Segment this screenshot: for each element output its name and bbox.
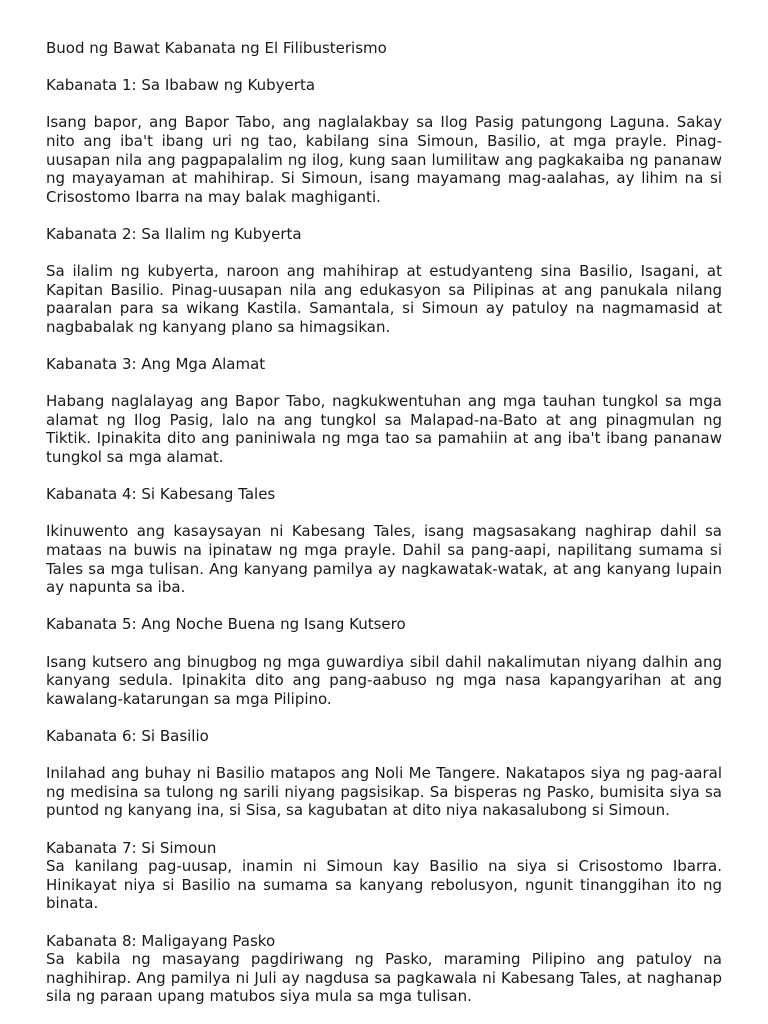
chapter-body: Sa kanilang pag-uusap, inamin ni Simoun kay Basilio na siya si Crisostomo Ibarra. Hinikayat niya si Basilio na sumama sa kanyang rebolusyon, ngunit tinanggihan ito ng binata. xyxy=(46,857,722,913)
chapter-heading: Kabanata 5: Ang Noche Buena ng Isang Kutsero xyxy=(46,615,406,634)
chapter-body: Inilahad ang buhay ni Basilio matapos ang Noli Me Tangere. Nakatapos siya ng pag-aaral ng medisina sa tulong ng sarili niyang pagsisikap. Sa bisperas ng Pasko, bumisita siya sa puntod ng kanyang ina, si Sisa, sa kagubatan at dito niya nakasalubong si Simoun. xyxy=(46,764,722,820)
chapter-heading: Kabanata 3: Ang Mga Alamat xyxy=(46,355,266,374)
chapter-body: Isang kutsero ang binugbog ng mga guwardiya sibil dahil nakalimutan niyang dalhin ang kanyang sedula. Ipinakita dito ang pang-aabuso ng mga nasa kapangyarihan at ang kawalang-katarungan sa mga Pilipino. xyxy=(46,652,722,708)
chapter-heading: Kabanata 4: Si Kabesang Tales xyxy=(46,485,276,504)
chapter-body: Isang bapor, ang Bapor Tabo, ang naglalakbay sa Ilog Pasig patungong Laguna. Sakay nito ang iba't ibang uri ng tao, kabilang sina Simoun, Basilio, at mga prayle. Pinag-uusapan nila ang pagpapalalim ng ilog, kung saan lumilitaw ang pagkakaiba ng pananaw ng mayayaman at mahihirap. Si Simoun, isang mayamang mag-aalahas, ay lihim na si Crisostomo Ibarra na may balak maghiganti. xyxy=(46,113,722,206)
chapter-section xyxy=(46,932,722,1006)
chapter-heading: Kabanata 8: Maligayang Pasko xyxy=(46,931,276,950)
chapter-section xyxy=(46,485,722,597)
chapter-section xyxy=(46,615,722,708)
chapter-section xyxy=(46,839,722,913)
chapter-body: Habang naglalayag ang Bapor Tabo, nagkukwentuhan ang mga tauhan tungkol sa mga alamat ng Ilog Pasig, lalo na ang tungkol sa Malapad-na-Bato at ang pinagmulan ng Tiktik. Ipinakita dito ang paniniwala ng mga tao sa pamahiin at ang iba't ibang pananaw tungkol sa mga alamat. xyxy=(46,392,722,467)
chapter-body: Sa ilalim ng kubyerta, naroon ang mahihirap at estudyanteng sina Basilio, Isagani, at Kapitan Basilio. Pinag-uusapan nila ang edukasyon sa Pilipinas at ang panukala nilang paaralan para sa wikang Kastila. Samantala, si Simoun ay patuloy na nagmamasid at nagbabalak ng kanyang plano sa himagsikan. xyxy=(46,262,722,336)
document-title: Buod ng Bawat Kabanata ng El Filibusterismo xyxy=(46,39,387,57)
chapter-body: Ikinuwento ang kasaysayan ni Kabesang Tales, isang magsasakang naghirap dahil sa mataas na buwis na ipinataw ng mga prayle. Dahil sa pang-aapi, napilitang sumama si Tales sa mga tulisan. Ang kanyang pamilya ay nagkawatak-watak, at ang kanyang lupain ay napunta sa iba. xyxy=(46,522,722,597)
chapter-heading: Kabanata 6: Si Basilio xyxy=(46,726,209,745)
chapter-section xyxy=(46,355,722,467)
chapter-section xyxy=(46,76,722,206)
document-page xyxy=(46,39,722,1024)
chapter-section xyxy=(46,727,722,820)
chapter-heading: Kabanata 7: Si Simoun xyxy=(46,838,217,857)
chapter-section xyxy=(46,225,722,337)
chapter-body: Sa kabila ng masayang pagdiriwang ng Pasko, maraming Pilipino ang patuloy na naghihirap. Ang pamilya ni Juli ay nagdusa sa pagkawala ni Kabesang Tales, at naghanap sila ng paraan upang matubos siya mula sa mga tulisan. xyxy=(46,950,722,1006)
chapter-heading: Kabanata 1: Sa Ibabaw ng Kubyerta xyxy=(46,76,316,95)
chapter-heading: Kabanata 2: Sa Ilalim ng Kubyerta xyxy=(46,224,302,243)
